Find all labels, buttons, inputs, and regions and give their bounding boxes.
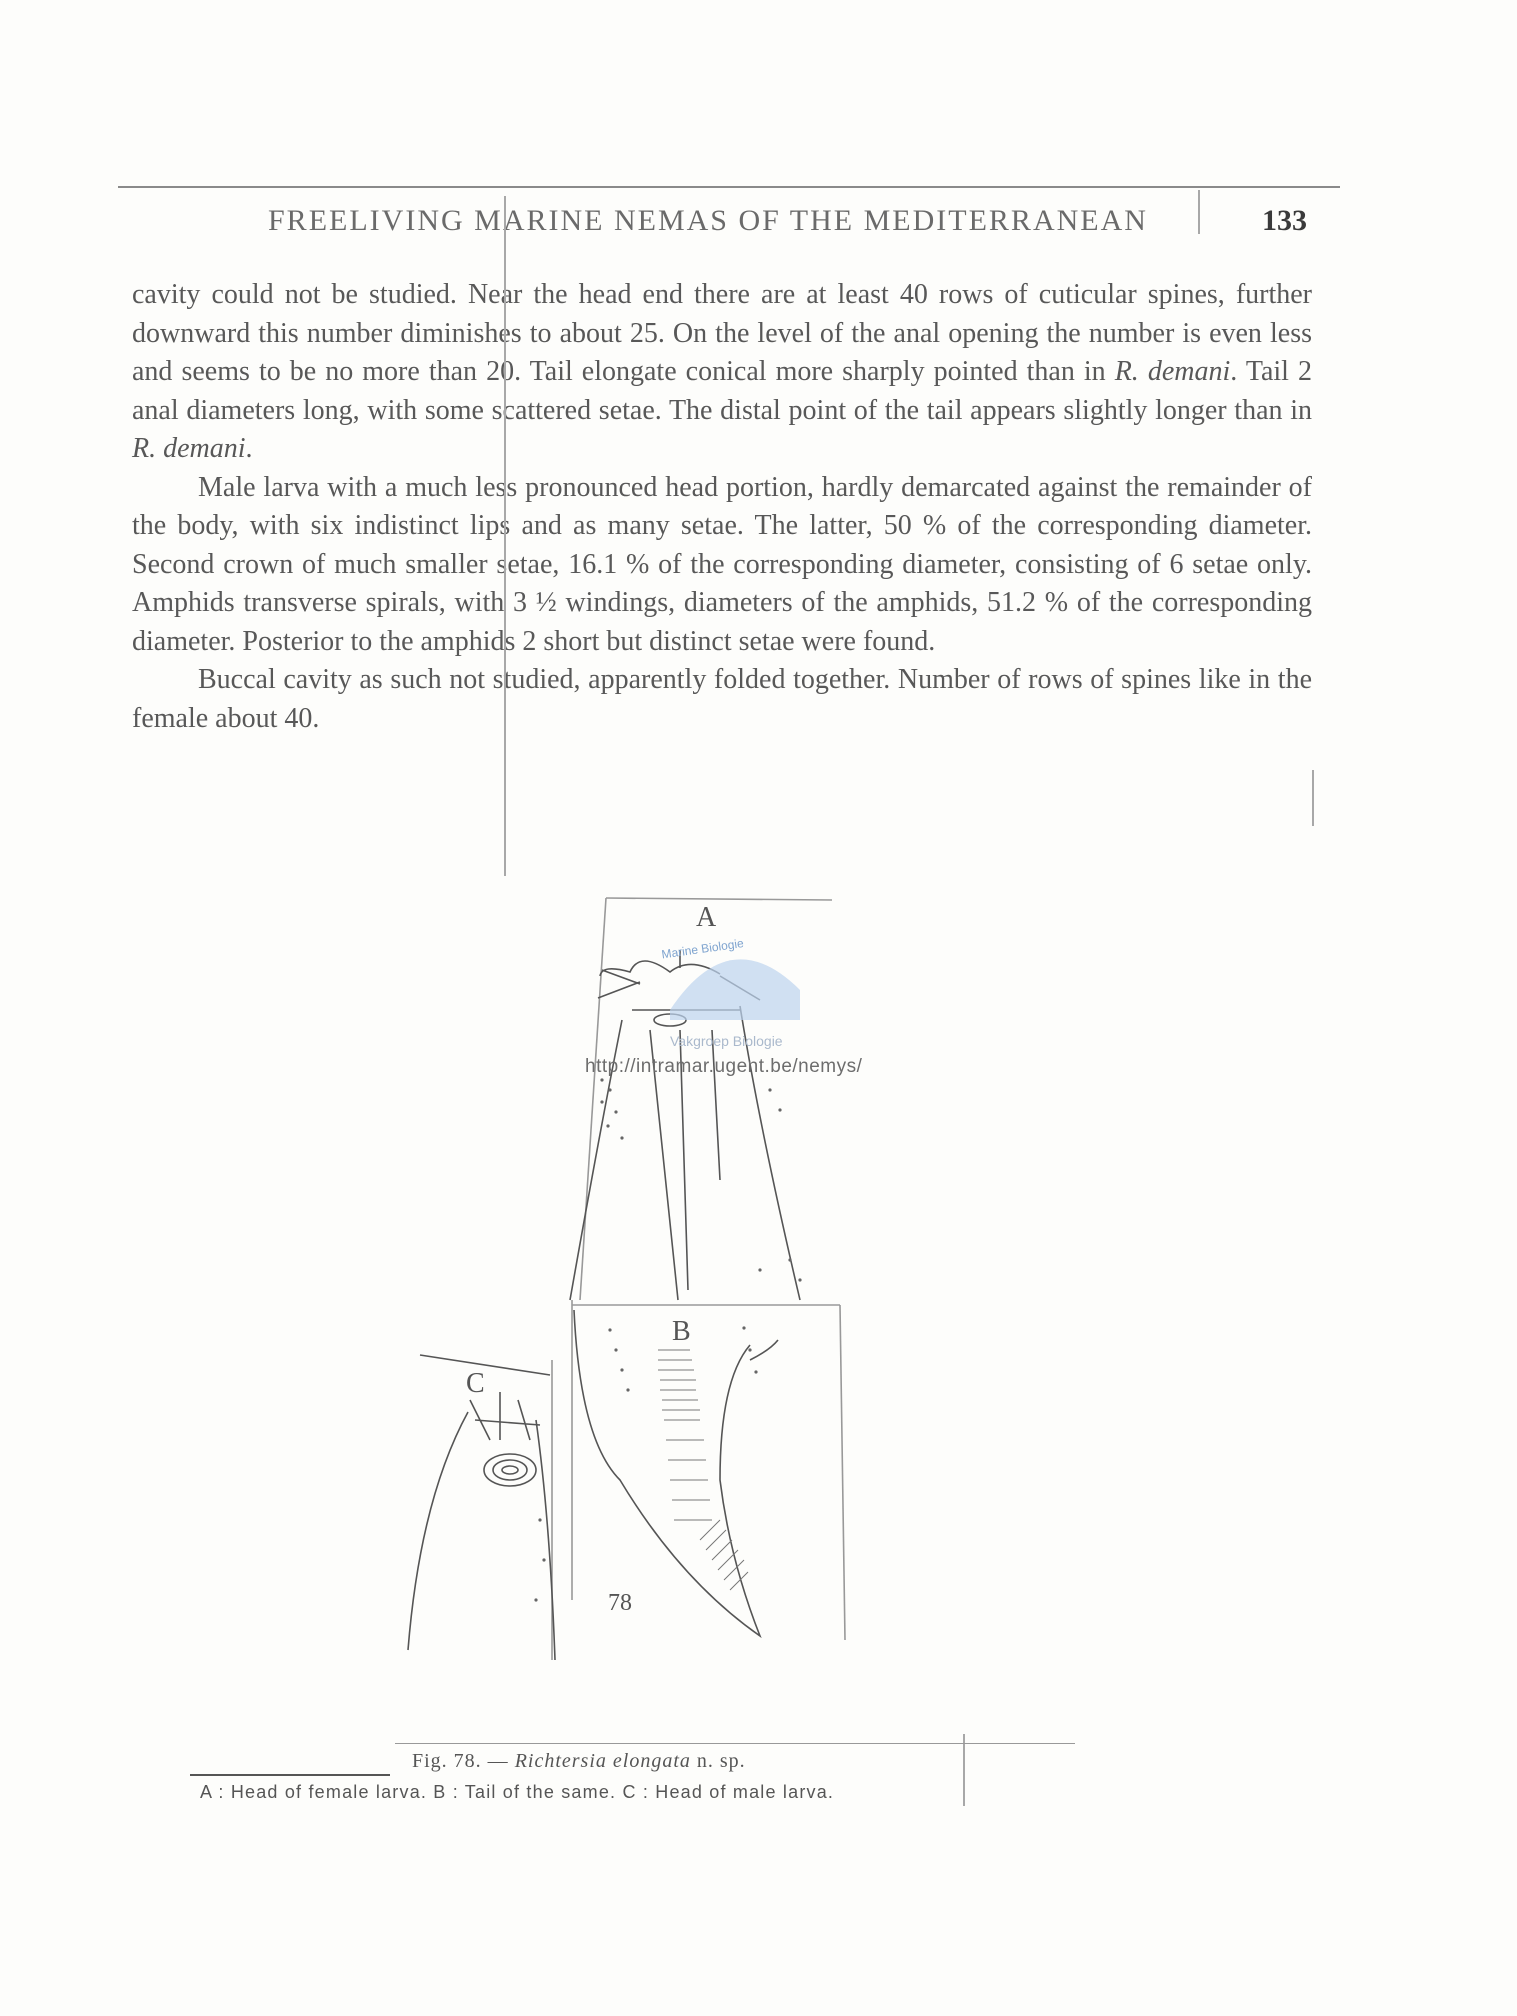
species-name: R. demani xyxy=(132,433,246,464)
paragraph xyxy=(132,276,1312,469)
watermark-url: http://intramar.ugent.be/nemys/ xyxy=(585,1056,863,1077)
watermark-logo xyxy=(660,930,810,1050)
scan-line xyxy=(1312,770,1314,826)
paragraph xyxy=(132,661,1312,738)
scan-line xyxy=(963,1734,965,1806)
caption-rule xyxy=(395,1743,1075,1744)
scan-line xyxy=(1198,190,1200,234)
figure-caption-label: Fig. 78. — xyxy=(412,1750,515,1772)
figure-number-label: 78 xyxy=(608,1590,632,1616)
text-run: Male larva with a much less pronounced head portion, hardly demarcated against the remainder of the body, with six indistinct lips and as many setae. The latter, 50 % of the corresponding diameter. Second crown of much smaller setae, 16.1 % of the corresponding diameter, consisting of 6 setae only. Amphids transverse spirals, with 3 ½ windings, diameters of the amphids, 51.2 % of the corresponding diameter. Posterior to the amphids 2 short but distinct setae were found. xyxy=(132,471,1312,657)
watermark-logo-text-top: Marine Biologie xyxy=(660,936,745,962)
text-run: Buccal cavity as such not studied, apparently folded together. Number of rows of spines like in the female about 40. xyxy=(132,664,1312,734)
body-text xyxy=(132,276,1312,738)
text-run: . Tail 2 anal diameters long, with some scattered setae. The distal point of the tail appears slightly longer than in xyxy=(132,356,1312,426)
text-run: . xyxy=(245,433,253,464)
panel-label-b: B xyxy=(672,1316,691,1347)
page-number: 133 xyxy=(1262,204,1307,237)
header-rule xyxy=(118,186,1340,188)
text-run: cavity could not be studied. Near the head end there are at least 40 rows of cuticular spines, further downward this number diminishes to about 25. On the level of the anal opening the number is even less and seems to be no more than 20. Tail elongate conical more sharply pointed than in xyxy=(132,279,1312,387)
scan-line xyxy=(504,196,506,876)
panel-label-a: A xyxy=(696,902,717,933)
caption-left-rule xyxy=(190,1774,390,1776)
figure-caption-species: Richtersia elongata xyxy=(514,1750,691,1772)
watermark-logo-text-bottom: Vakgroep Biologie xyxy=(670,1033,783,1049)
figure-caption-legend: A : Head of female larva. B : Tail of the same. C : Head of male larva. xyxy=(200,1782,835,1802)
panel-label-c: C xyxy=(466,1368,485,1399)
species-name: R. demani xyxy=(1114,356,1231,387)
paragraph xyxy=(132,469,1312,662)
figure-caption-title xyxy=(412,1750,746,1773)
running-head: FREELIVING MARINE NEMAS OF THE MEDITERRANEAN xyxy=(268,204,1148,237)
figure-caption-species-suffix: n. sp. xyxy=(690,1750,746,1772)
